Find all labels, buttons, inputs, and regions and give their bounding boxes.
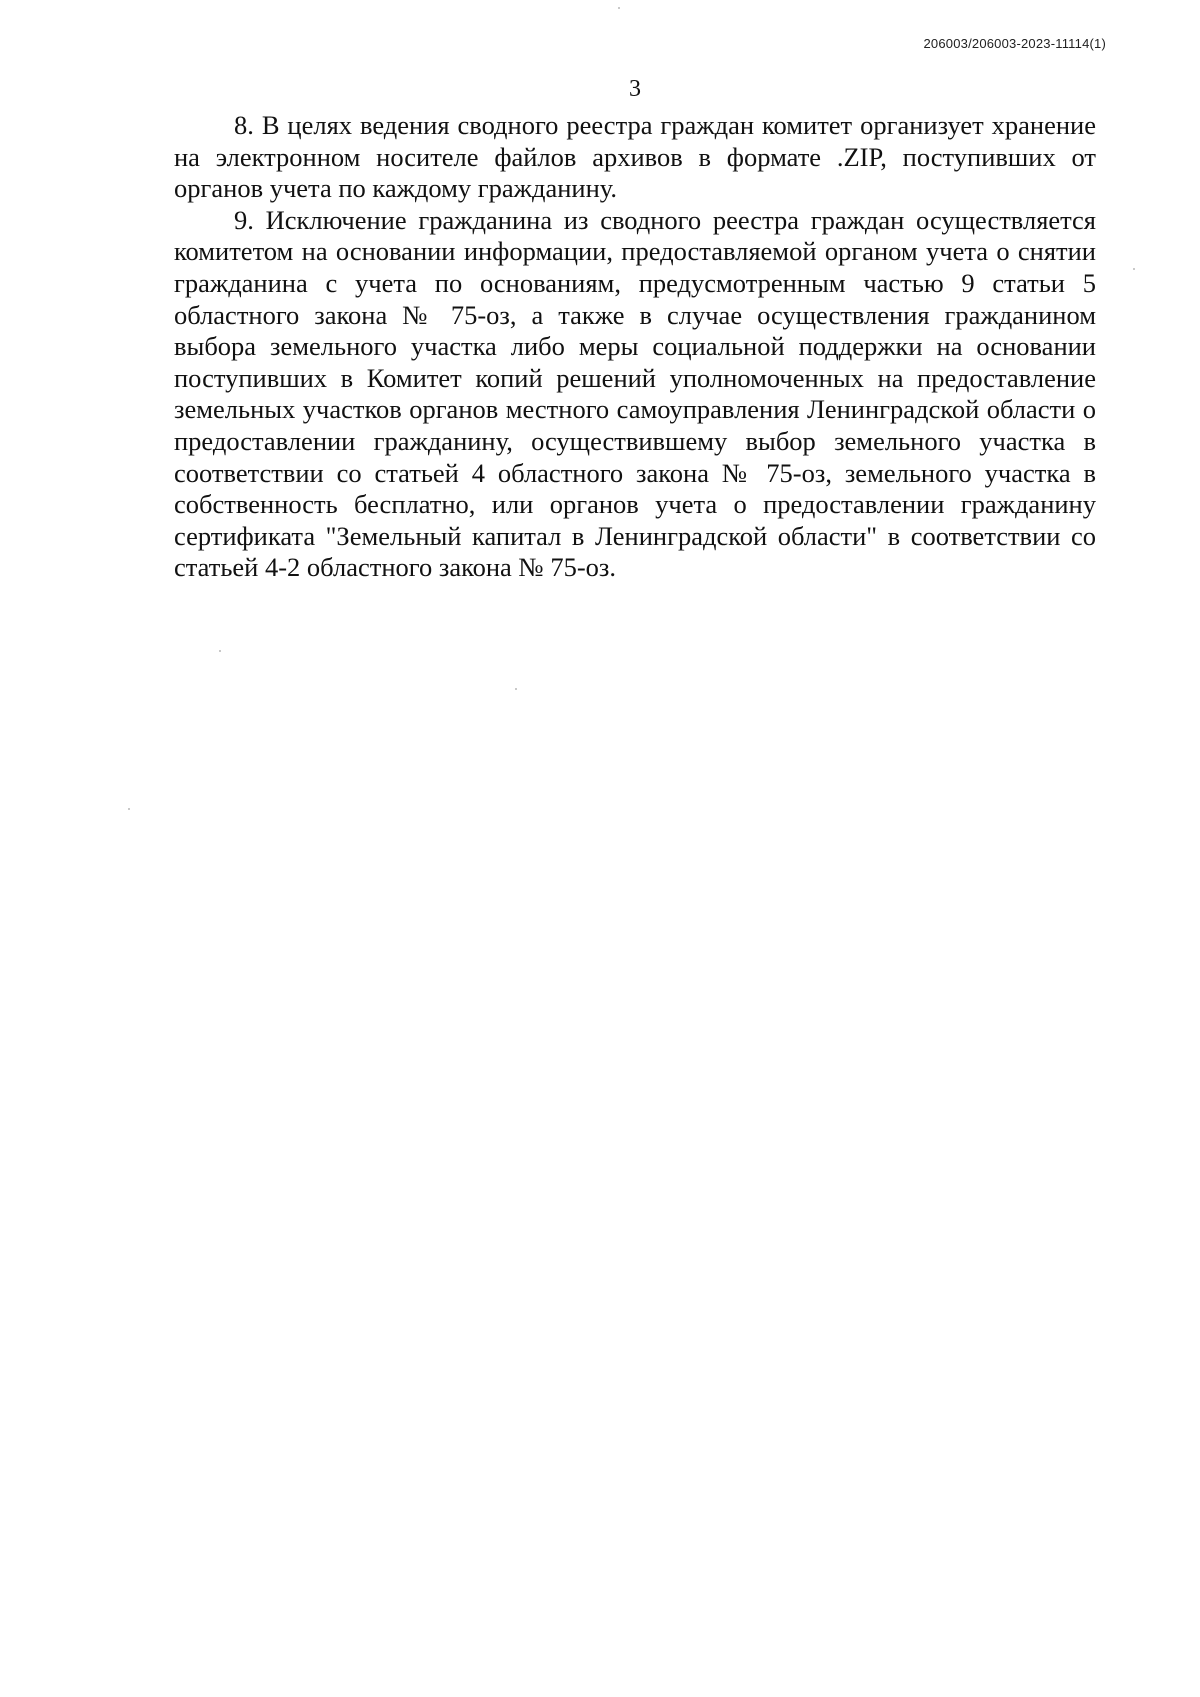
scan-speck	[219, 650, 221, 652]
paragraph-9: 9. Исключение гражданина из сводного реестра граждан осуществляется комитетом на основании информации, предоставляемой органом учета о снятии гражданина с учета по основаниям, предусмотренным частью 9 статьи 5 областного закона № 75-оз, а также в случае осуществления гражданином выбора земельного участка либо меры социальной поддержки на основании поступивших в Комитет копий решений уполномоченных на предоставление земельных участков органов местного самоуправления Ленинградской области о предоставлении гражданину, осуществившему выбор земельного участка в соответствии со статьей 4 областного закона № 75-оз, земельного участка в собственность бесплатно, или органов учета о предоставлении гражданину сертификата "Земельный капитал в Ленинградской области" в соответствии со статьей 4-2 областного закона № 75-оз.	[174, 204, 1096, 583]
paragraph-8: 8. В целях ведения сводного реестра граждан комитет организует хранение на электронном носителе файлов архивов в формате .ZIP, поступивших от органов учета по каждому гражданину.	[174, 110, 1096, 204]
scan-speck	[128, 808, 130, 810]
page-number: 3	[629, 76, 641, 102]
scan-speck	[618, 7, 620, 9]
scan-speck	[515, 688, 517, 690]
document-id: 206003/206003-2023-11114(1)	[923, 36, 1106, 51]
document-body	[174, 110, 1096, 584]
scan-speck	[1133, 268, 1135, 270]
